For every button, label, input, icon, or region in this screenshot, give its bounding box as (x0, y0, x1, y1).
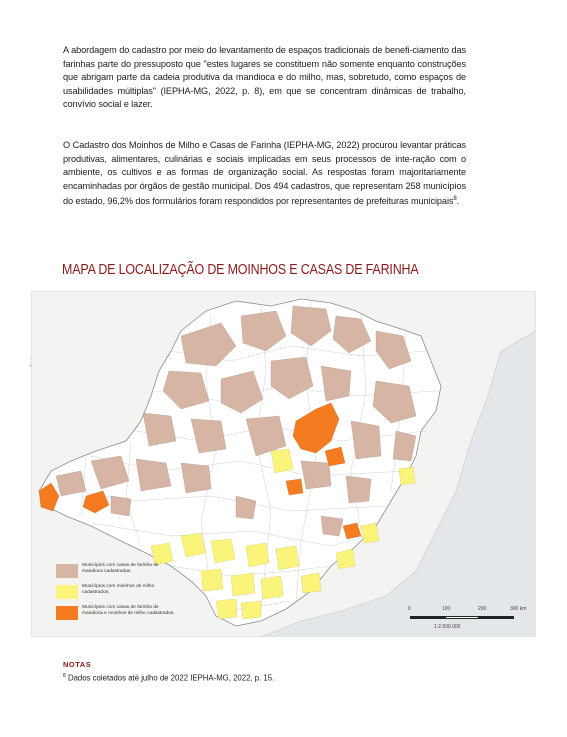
legend-label-cassava: Municípios com casas de farinha de mandioca cadastradas. (82, 563, 159, 574)
scale-tick: 300 km (510, 606, 527, 612)
notes-heading: NOTAS (63, 660, 92, 669)
map-title: MAPA DE LOCALIZAÇÃO DE MOINHOS E CASAS DE FARINHA (62, 262, 419, 278)
legend-label-corn: Municípios com moinhos de milho cadastrados. (82, 584, 155, 595)
scale-tick: 100 (442, 606, 451, 612)
legend-swatch-cassava (56, 564, 78, 578)
paragraph-1: A abordagem do cadastro por meio do levantamento de espaços tradicionais de benefi-ciamento das farinhas parte do pressuposto que "estes lugares se constituem não somente enquanto construções que abrigam parte da cadeia produtiva da mandioca e do milho, mas, sobretudo, como espaços de usabilidades múltiplas" (IEPHA-MG, 2022, p. 8), em que se concentram dinâmicas de trabalho, convívio social e lazer. (63, 45, 466, 110)
footnote-ref[interactable]: 8 (453, 196, 457, 203)
footnote-text: Dados coletados até julho de 2022 IEPHA-MG, 2022, p. 15. (67, 673, 275, 683)
legend-item-corn (56, 584, 176, 604)
scale-tick: 0 (408, 606, 411, 612)
footnote-number: 8 (63, 673, 66, 679)
paragraph-2-end: . (456, 196, 460, 207)
paragraph-2 (63, 139, 466, 209)
legend-label-both: Municípios com casas de farinha de mandioca e moinhos de milho cadastrados. (82, 605, 175, 616)
paragraph-2-text: O Cadastro dos Moinhos de Milho e Casas de Farinha (IEPHA-MG, 2022) procurou levantar práticas produtivas, alimentares, culinárias e sociais implicadas em seus processos de inte-ração com o ambiente, os cultivos e as formas de organização social. As respostas foram majoritariamente encaminhadas por órgãos de gestão municipal. Dos 494 cadastros, que representam 258 municípios do estado, 96,2% dos formulários foram respondidos por representantes de prefeituras municipais (63, 140, 466, 207)
map-scale (408, 606, 528, 636)
legend-item-cassava (56, 563, 176, 583)
footnote-8 (63, 673, 274, 683)
legend-item-both (56, 605, 176, 625)
legend-swatch-corn (56, 585, 78, 599)
scale-ratio: 1:2.500.000 (434, 624, 461, 630)
scale-bar (410, 616, 514, 619)
legend-swatch-both (56, 606, 78, 620)
map-legend (56, 563, 176, 626)
scale-tick: 200 (478, 606, 487, 612)
